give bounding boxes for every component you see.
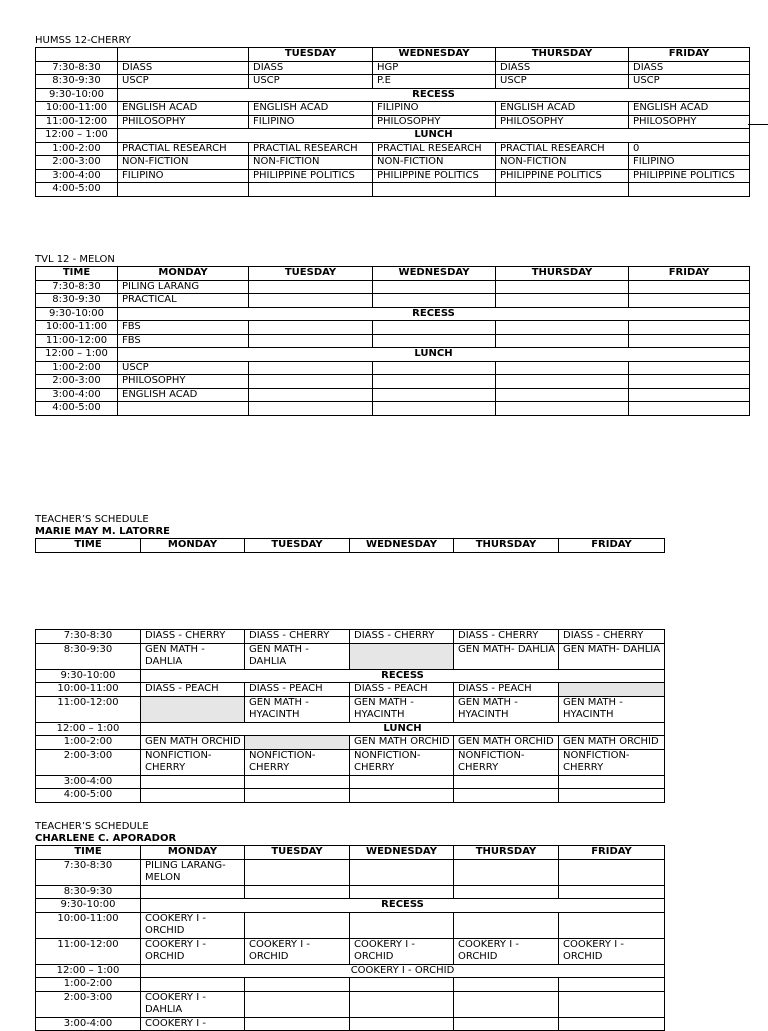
table-row: [36, 683, 665, 697]
schedule-cell-monday: COOKERY I -: [141, 1017, 245, 1031]
schedule-cell-tuesday: DIASS: [249, 61, 373, 75]
schedule-cell-thursday: DIASS: [496, 61, 629, 75]
schedule-cell-monday: ENGLISH ACAD: [118, 102, 249, 116]
schedule-cell-tuesday: [245, 736, 350, 750]
table-row: [36, 280, 750, 294]
time-cell: 10:00-11:00: [36, 683, 141, 697]
schedule-cell-friday: FILIPINO: [629, 156, 750, 170]
table-row: [36, 789, 665, 803]
aporador-schedule-table: [35, 845, 665, 1031]
table-row: [36, 307, 750, 321]
table-row: [36, 775, 665, 789]
schedule-cell-monday: [141, 789, 245, 803]
schedule-cell-tuesday: [249, 334, 373, 348]
table-row: [36, 183, 750, 197]
schedule-cell-thursday: PRACTIAL RESEARCH: [496, 142, 629, 156]
schedule-cell-tuesday: DIASS - CHERRY: [245, 630, 350, 644]
schedule-cell-thursday: [454, 789, 559, 803]
table-row: [36, 722, 665, 736]
header-thursday: THURSDAY: [454, 846, 559, 860]
schedule-cell-tuesday: [249, 183, 373, 197]
schedule-cell-tuesday: PRACTIAL RESEARCH: [249, 142, 373, 156]
time-cell: 8:30-9:30: [36, 75, 118, 89]
table-row: [36, 736, 665, 750]
schedule-cell-monday: DIASS: [118, 61, 249, 75]
schedule-cell-thursday: [496, 375, 629, 389]
schedule-cell-friday: [559, 683, 665, 697]
time-cell: 2:00-3:00: [36, 375, 118, 389]
table-row: [36, 88, 750, 102]
schedule-cell-monday: FBS: [118, 334, 249, 348]
header-thursday: THURSDAY: [496, 48, 629, 62]
schedule-cell-friday: 0: [629, 142, 750, 156]
schedule-cell-wednesday: [373, 183, 496, 197]
schedule-cell-thursday: USCP: [496, 75, 629, 89]
schedule-cell-friday: USCP: [629, 75, 750, 89]
schedule-cell-wednesday: [373, 334, 496, 348]
schedule-cell-wednesday: [350, 643, 454, 669]
aporador-teacher-name: CHARLENE C. APORADOR: [35, 833, 177, 844]
time-cell: 2:00-3:00: [36, 156, 118, 170]
schedule-cell-wednesday: [373, 280, 496, 294]
table-row: [36, 75, 750, 89]
header-wednesday: WEDNESDAY: [373, 267, 496, 281]
time-cell: 11:00-12:00: [36, 696, 141, 722]
header-tuesday: TUESDAY: [249, 48, 373, 62]
recess-cell: RECESS: [118, 88, 750, 102]
schedule-cell-tuesday: [249, 280, 373, 294]
tvl-schedule-table: [35, 266, 750, 416]
time-cell: 1:00-2:00: [36, 361, 118, 375]
header-wednesday: WEDNESDAY: [350, 846, 454, 860]
schedule-cell-friday: NONFICTION- CHERRY: [559, 749, 665, 775]
schedule-cell-thursday: NONFICTION- CHERRY: [454, 749, 559, 775]
schedule-cell-friday: [559, 885, 665, 899]
latorre-caption: TEACHER’S SCHEDULE: [35, 514, 149, 525]
schedule-cell-tuesday: [249, 388, 373, 402]
header-monday: MONDAY: [141, 539, 245, 553]
table-row: [36, 129, 750, 143]
table-row: [36, 294, 750, 308]
header-time: TIME: [36, 539, 141, 553]
table-row: [36, 61, 750, 75]
schedule-cell-monday: PRACTIAL RESEARCH: [118, 142, 249, 156]
schedule-cell-wednesday: [373, 321, 496, 335]
schedule-cell-monday: PHILOSOPHY: [118, 115, 249, 129]
time-cell: 1:00-2:00: [36, 978, 141, 992]
table-row: [36, 696, 665, 722]
schedule-cell-thursday: [454, 885, 559, 899]
table-row: [36, 978, 665, 992]
schedule-cell-tuesday: [245, 885, 350, 899]
schedule-cell-wednesday: [350, 885, 454, 899]
humss-schedule-table: [35, 47, 750, 197]
humss-caption: HUMSS 12-CHERRY: [35, 35, 131, 46]
schedule-cell-thursday: [454, 991, 559, 1017]
table-row: [36, 885, 665, 899]
schedule-cell-wednesday: GEN MATH ORCHID: [350, 736, 454, 750]
schedule-cell-wednesday: [350, 978, 454, 992]
table-row: [36, 964, 665, 978]
schedule-cell-friday: COOKERY I - ORCHID: [559, 938, 665, 964]
header-wednesday: WEDNESDAY: [350, 539, 454, 553]
header-friday: FRIDAY: [559, 539, 665, 553]
schedule-cell-wednesday: DIASS - CHERRY: [350, 630, 454, 644]
table-row: [36, 402, 750, 416]
time-cell: 3:00-4:00: [36, 775, 141, 789]
schedule-cell-friday: [629, 375, 750, 389]
time-cell: 2:00-3:00: [36, 749, 141, 775]
schedule-cell-wednesday: [350, 859, 454, 885]
schedule-cell-friday: [629, 402, 750, 416]
schedule-cell-wednesday: [373, 402, 496, 416]
schedule-cell-thursday: [496, 294, 629, 308]
header-time: TIME: [36, 846, 141, 860]
schedule-cell-tuesday: FILIPINO: [249, 115, 373, 129]
header-friday: FRIDAY: [629, 48, 750, 62]
schedule-cell-wednesday: DIASS - PEACH: [350, 683, 454, 697]
schedule-cell-monday: PRACTICAL: [118, 294, 249, 308]
time-cell: 9:30-10:00: [36, 899, 141, 913]
schedule-cell-thursday: [496, 183, 629, 197]
header-thursday: THURSDAY: [454, 539, 559, 553]
schedule-cell-monday: USCP: [118, 361, 249, 375]
schedule-cell-friday: GEN MATH- DAHLIA: [559, 643, 665, 669]
time-cell: 12:00 – 1:00: [36, 722, 141, 736]
schedule-cell-monday: DIASS - PEACH: [141, 683, 245, 697]
recess-cell: RECESS: [141, 899, 665, 913]
header-monday: MONDAY: [141, 846, 245, 860]
schedule-cell-monday: [141, 696, 245, 722]
time-cell: 11:00-12:00: [36, 938, 141, 964]
schedule-cell-monday: [118, 183, 249, 197]
header-time: TIME: [36, 267, 118, 281]
schedule-cell-friday: PHILIPPINE POLITICS: [629, 169, 750, 183]
time-cell: 12:00 – 1:00: [36, 964, 141, 978]
header-row: [36, 267, 750, 281]
schedule-cell-wednesday: [373, 294, 496, 308]
table-row: [36, 630, 665, 644]
time-cell: 10:00-11:00: [36, 102, 118, 116]
time-cell: 10:00-11:00: [36, 912, 141, 938]
schedule-cell-tuesday: [249, 294, 373, 308]
schedule-cell-thursday: NON-FICTION: [496, 156, 629, 170]
schedule-cell-thursday: [454, 859, 559, 885]
header-monday: [118, 48, 249, 62]
time-cell: 11:00-12:00: [36, 115, 118, 129]
table-row: [36, 859, 665, 885]
schedule-cell-friday: [559, 991, 665, 1017]
schedule-cell-friday: [629, 280, 750, 294]
recess-cell: RECESS: [141, 669, 665, 683]
schedule-cell-friday: [559, 775, 665, 789]
table-row: [36, 102, 750, 116]
table-row: [36, 348, 750, 362]
schedule-cell-tuesday: [245, 789, 350, 803]
schedule-cell-thursday: [496, 334, 629, 348]
schedule-cell-thursday: DIASS - PEACH: [454, 683, 559, 697]
schedule-cell-monday: [118, 402, 249, 416]
time-cell: 7:30-8:30: [36, 280, 118, 294]
time-cell: 7:30-8:30: [36, 859, 141, 885]
schedule-cell-thursday: [496, 388, 629, 402]
schedule-cell-friday: ENGLISH ACAD: [629, 102, 750, 116]
schedule-cell-monday: COOKERY I - ORCHID: [141, 938, 245, 964]
table-row: [36, 388, 750, 402]
schedule-cell-monday: PILING LARANG- MELON: [141, 859, 245, 885]
time-cell: 4:00-5:00: [36, 402, 118, 416]
latorre-teacher-name: MARIE MAY M. LATORRE: [35, 526, 170, 537]
schedule-cell-wednesday: [373, 361, 496, 375]
time-cell: 11:00-12:00: [36, 334, 118, 348]
schedule-cell-monday: [141, 978, 245, 992]
table-row: [36, 991, 665, 1017]
schedule-cell-wednesday: [350, 789, 454, 803]
schedule-cell-thursday: [496, 361, 629, 375]
lunch-cell: COOKERY I - ORCHID: [141, 964, 665, 978]
header-tuesday: TUESDAY: [249, 267, 373, 281]
table-row: [36, 938, 665, 964]
schedule-cell-tuesday: COOKERY I - ORCHID: [245, 938, 350, 964]
table-row: [36, 669, 665, 683]
time-cell: 8:30-9:30: [36, 885, 141, 899]
schedule-cell-monday: ENGLISH ACAD: [118, 388, 249, 402]
time-cell: 7:30-8:30: [36, 630, 141, 644]
table-row: [36, 899, 665, 913]
schedule-cell-friday: [629, 321, 750, 335]
time-cell: 4:00-5:00: [36, 183, 118, 197]
time-cell: 9:30-10:00: [36, 88, 118, 102]
time-cell: 3:00-4:00: [36, 388, 118, 402]
schedule-cell-friday: DIASS: [629, 61, 750, 75]
schedule-cell-tuesday: GEN MATH - HYACINTH: [245, 696, 350, 722]
header-time: [36, 48, 118, 62]
latorre-header-table: [35, 538, 665, 553]
time-cell: 8:30-9:30: [36, 294, 118, 308]
schedule-cell-thursday: [496, 321, 629, 335]
schedule-cell-friday: [629, 334, 750, 348]
header-monday: MONDAY: [118, 267, 249, 281]
time-cell: 3:00-4:00: [36, 1017, 141, 1031]
table-row: [36, 361, 750, 375]
schedule-cell-wednesday: [350, 775, 454, 789]
schedule-cell-tuesday: [245, 991, 350, 1017]
header-thursday: THURSDAY: [496, 267, 629, 281]
schedule-cell-tuesday: [249, 402, 373, 416]
schedule-cell-monday: DIASS - CHERRY: [141, 630, 245, 644]
schedule-cell-monday: GEN MATH ORCHID: [141, 736, 245, 750]
table-row: [36, 912, 665, 938]
schedule-cell-thursday: ENGLISH ACAD: [496, 102, 629, 116]
stray-line: [748, 124, 768, 125]
table-row: [36, 156, 750, 170]
schedule-cell-thursday: [454, 978, 559, 992]
time-cell: 9:30-10:00: [36, 669, 141, 683]
lunch-cell: LUNCH: [118, 129, 750, 143]
header-row: [36, 48, 750, 62]
schedule-cell-tuesday: NONFICTION- CHERRY: [245, 749, 350, 775]
schedule-cell-tuesday: DIASS - PEACH: [245, 683, 350, 697]
schedule-cell-monday: FILIPINO: [118, 169, 249, 183]
schedule-cell-friday: GEN MATH ORCHID: [559, 736, 665, 750]
tvl-caption: TVL 12 - MELON: [35, 254, 115, 265]
schedule-cell-friday: [629, 294, 750, 308]
schedule-cell-monday: USCP: [118, 75, 249, 89]
table-row: [36, 643, 665, 669]
schedule-cell-tuesday: USCP: [249, 75, 373, 89]
header-row: [36, 539, 665, 553]
latorre-schedule-table: [35, 629, 665, 803]
schedule-cell-tuesday: NON-FICTION: [249, 156, 373, 170]
recess-cell: RECESS: [118, 307, 750, 321]
schedule-cell-friday: DIASS - CHERRY: [559, 630, 665, 644]
time-cell: 1:00-2:00: [36, 736, 141, 750]
header-tuesday: TUESDAY: [245, 846, 350, 860]
schedule-cell-tuesday: [249, 375, 373, 389]
schedule-cell-monday: [141, 775, 245, 789]
schedule-cell-tuesday: [245, 912, 350, 938]
schedule-cell-thursday: GEN MATH- DAHLIA: [454, 643, 559, 669]
schedule-cell-wednesday: GEN MATH - HYACINTH: [350, 696, 454, 722]
header-friday: FRIDAY: [629, 267, 750, 281]
table-row: [36, 115, 750, 129]
schedule-cell-friday: [559, 789, 665, 803]
schedule-cell-thursday: [454, 775, 559, 789]
schedule-cell-monday: GEN MATH - DAHLIA: [141, 643, 245, 669]
lunch-cell: LUNCH: [141, 722, 665, 736]
schedule-cell-wednesday: COOKERY I - ORCHID: [350, 938, 454, 964]
schedule-cell-wednesday: NON-FICTION: [373, 156, 496, 170]
schedule-cell-wednesday: PHILOSOPHY: [373, 115, 496, 129]
time-cell: 3:00-4:00: [36, 169, 118, 183]
schedule-cell-thursday: COOKERY I - ORCHID: [454, 938, 559, 964]
schedule-cell-wednesday: [350, 912, 454, 938]
schedule-cell-monday: COOKERY I - DAHLIA: [141, 991, 245, 1017]
schedule-cell-monday: NON-FICTION: [118, 156, 249, 170]
schedule-cell-thursday: PHILIPPINE POLITICS: [496, 169, 629, 183]
time-cell: 12:00 – 1:00: [36, 348, 118, 362]
schedule-cell-friday: [559, 912, 665, 938]
schedule-cell-monday: PILING LARANG: [118, 280, 249, 294]
schedule-cell-friday: PHILOSOPHY: [629, 115, 750, 129]
time-cell: 8:30-9:30: [36, 643, 141, 669]
header-wednesday: WEDNESDAY: [373, 48, 496, 62]
time-cell: 1:00-2:00: [36, 142, 118, 156]
table-row: [36, 375, 750, 389]
schedule-cell-wednesday: [373, 388, 496, 402]
schedule-cell-wednesday: [350, 991, 454, 1017]
schedule-cell-thursday: GEN MATH ORCHID: [454, 736, 559, 750]
time-cell: 4:00-5:00: [36, 789, 141, 803]
table-row: [36, 142, 750, 156]
schedule-cell-friday: [629, 361, 750, 375]
schedule-cell-tuesday: [245, 775, 350, 789]
schedule-cell-thursday: DIASS - CHERRY: [454, 630, 559, 644]
schedule-cell-wednesday: PHILIPPINE POLITICS: [373, 169, 496, 183]
schedule-cell-wednesday: NONFICTION- CHERRY: [350, 749, 454, 775]
table-row: [36, 321, 750, 335]
schedule-cell-wednesday: P.E: [373, 75, 496, 89]
schedule-cell-friday: [559, 978, 665, 992]
schedule-cell-thursday: [496, 280, 629, 294]
schedule-cell-friday: [559, 859, 665, 885]
schedule-cell-monday: FBS: [118, 321, 249, 335]
schedule-cell-friday: [629, 183, 750, 197]
schedule-cell-thursday: [454, 912, 559, 938]
schedule-cell-thursday: PHILOSOPHY: [496, 115, 629, 129]
schedule-cell-thursday: GEN MATH - HYACINTH: [454, 696, 559, 722]
time-cell: 9:30-10:00: [36, 307, 118, 321]
schedule-cell-tuesday: GEN MATH - DAHLIA: [245, 643, 350, 669]
time-cell: 10:00-11:00: [36, 321, 118, 335]
table-row: [36, 334, 750, 348]
schedule-cell-wednesday: HGP: [373, 61, 496, 75]
table-row: [36, 169, 750, 183]
schedule-cell-monday: PHILOSOPHY: [118, 375, 249, 389]
schedule-cell-wednesday: FILIPINO: [373, 102, 496, 116]
schedule-cell-wednesday: PRACTIAL RESEARCH: [373, 142, 496, 156]
schedule-cell-tuesday: [249, 361, 373, 375]
schedule-cell-tuesday: [245, 859, 350, 885]
schedule-cell-friday: [629, 388, 750, 402]
schedule-cell-tuesday: [249, 321, 373, 335]
schedule-cell-monday: COOKERY I - ORCHID: [141, 912, 245, 938]
schedule-cell-tuesday: [245, 978, 350, 992]
schedule-cell-wednesday: [373, 375, 496, 389]
schedule-cell-friday: GEN MATH - HYACINTH: [559, 696, 665, 722]
aporador-caption: TEACHER’S SCHEDULE: [35, 821, 149, 832]
table-row: [36, 749, 665, 775]
schedule-cell-monday: NONFICTION- CHERRY: [141, 749, 245, 775]
schedule-cell-thursday: [496, 402, 629, 416]
time-cell: 12:00 – 1:00: [36, 129, 118, 143]
schedule-cell-tuesday: ENGLISH ACAD: [249, 102, 373, 116]
schedule-cell-tuesday: PHILIPPINE POLITICS: [249, 169, 373, 183]
time-cell: 2:00-3:00: [36, 991, 141, 1017]
schedule-cell-monday: [141, 885, 245, 899]
header-friday: FRIDAY: [559, 846, 665, 860]
header-row: [36, 846, 665, 860]
time-cell: 7:30-8:30: [36, 61, 118, 75]
lunch-cell: LUNCH: [118, 348, 750, 362]
header-tuesday: TUESDAY: [245, 539, 350, 553]
